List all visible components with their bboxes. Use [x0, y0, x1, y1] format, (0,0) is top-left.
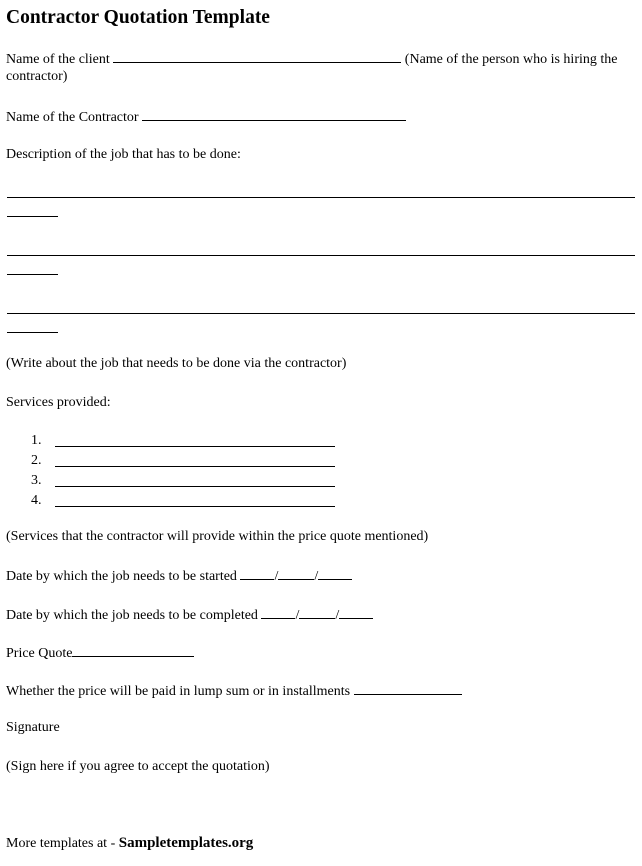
description-line-1[interactable]: [7, 197, 635, 198]
client-note: (Name of the person who is hiring the: [404, 52, 618, 67]
service-line[interactable]: [55, 446, 335, 447]
description-line-3b[interactable]: [7, 332, 58, 333]
signature-note: (Sign here if you agree to accept the quotation): [6, 759, 270, 774]
end-date-label: Date by which the job needs to be completed: [6, 608, 258, 623]
payment-label: Whether the price will be paid in lump sum or in installments: [6, 684, 351, 699]
price-field[interactable]: [72, 643, 194, 657]
payment-field[interactable]: [354, 681, 462, 695]
page-title: Contractor Quotation Template: [6, 7, 270, 28]
client-label: Name of the client: [6, 52, 110, 67]
end-year-field[interactable]: [339, 605, 373, 619]
service-line[interactable]: [55, 506, 335, 507]
service-line[interactable]: [55, 486, 335, 487]
start-date-row: [6, 566, 352, 586]
start-day-field[interactable]: [278, 566, 314, 580]
contractor-label: Name of the Contractor: [6, 110, 139, 125]
end-day-field[interactable]: [299, 605, 335, 619]
description-line-2[interactable]: [7, 255, 635, 256]
service-number: 1.: [31, 433, 42, 448]
contractor-row: [6, 107, 406, 127]
footer: [6, 834, 253, 853]
client-row: [6, 49, 617, 69]
description-label: Description of the job that has to be done:: [6, 147, 241, 162]
signature-label: Signature: [6, 720, 60, 735]
service-number: 4.: [31, 493, 42, 508]
price-row: [6, 643, 194, 663]
payment-row: [6, 681, 462, 701]
end-date-row: [6, 605, 373, 625]
client-field[interactable]: [113, 49, 401, 63]
description-line-1b[interactable]: [7, 216, 58, 217]
price-label: Price Quote: [6, 646, 73, 661]
services-note: (Services that the contractor will provide within the price quote mentioned): [6, 529, 429, 544]
description-note: (Write about the job that needs to be done via the contractor): [6, 356, 347, 371]
description-line-2b[interactable]: [7, 274, 58, 275]
start-year-field[interactable]: [318, 566, 352, 580]
description-line-3[interactable]: [7, 313, 635, 314]
footer-site-link[interactable]: Sampletemplates.org: [118, 835, 254, 851]
date-separator: /: [314, 569, 319, 584]
services-label: Services provided:: [6, 395, 111, 410]
end-month-field[interactable]: [261, 605, 295, 619]
date-separator: /: [335, 608, 340, 623]
date-separator: /: [295, 608, 300, 623]
footer-prefix: More templates at -: [6, 836, 119, 851]
service-number: 3.: [31, 473, 42, 488]
start-month-field[interactable]: [240, 566, 274, 580]
start-date-label: Date by which the job needs to be started: [6, 569, 237, 584]
contractor-field[interactable]: [142, 107, 406, 121]
service-line[interactable]: [55, 466, 335, 467]
client-note-cont: contractor): [6, 69, 68, 84]
service-number: 2.: [31, 453, 42, 468]
date-separator: /: [274, 569, 279, 584]
